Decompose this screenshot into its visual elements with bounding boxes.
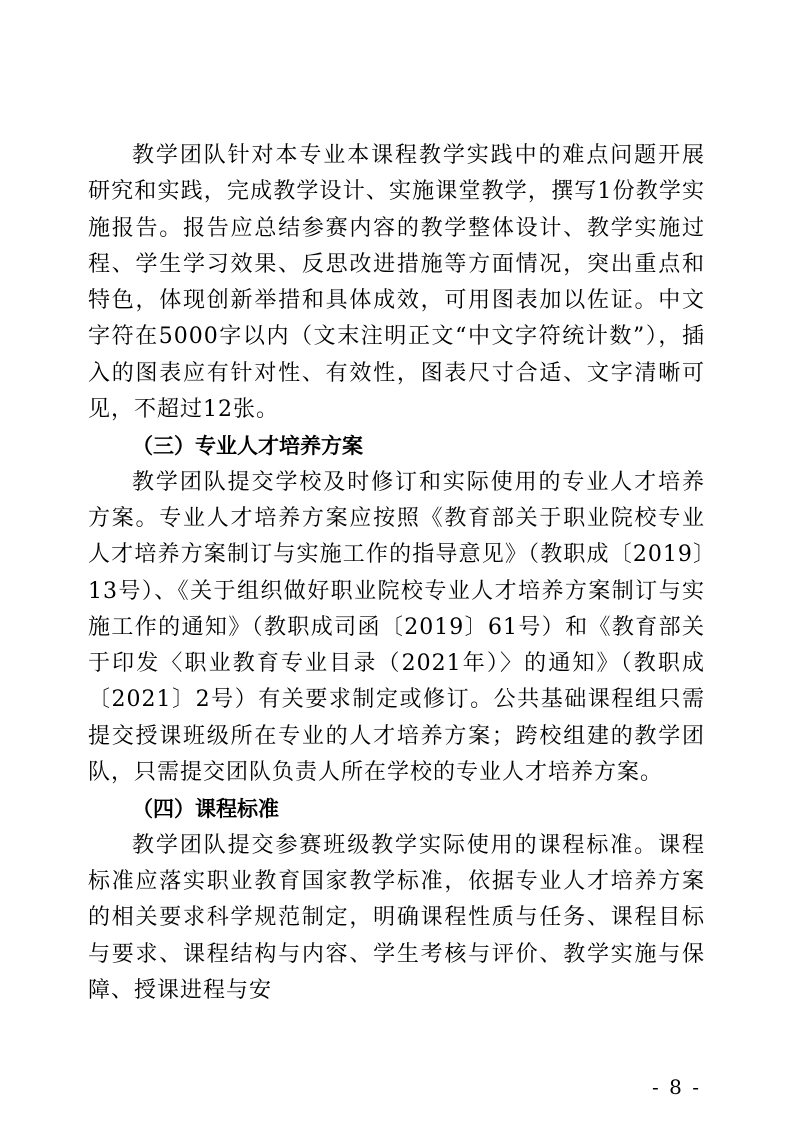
document-body [88,138,705,1009]
paragraph-teaching-report: 教学团队针对本专业本课程教学实践中的难点问题开展研究和实践，完成教学设计、实施课堂教学，撰写1份教学实施报告。报告应总结参赛内容的教学整体设计、教学实施过程、学生学习效果、反思改进措施等方面情况，突出重点和特色，体现创新举措和具体成效，可用图表加以佐证。中文字符在5000字以内（文末注明正文“中文字符统计数”），插入的图表应有针对性、有效性，图表尺寸合适、文字清晰可见，不超过12张。 [88,143,705,423]
page-number: - 8 - [652,1075,701,1099]
section-heading-course-standard: （四）课程标准 [132,797,279,822]
paragraph-course-standard: 教学团队提交参赛班级教学实际使用的课程标准。课程标准应落实职业教育国家教学标准，依据专业人才培养方案的相关要求科学规范制定，明确课程性质与任务、课程目标与要求、课程结构与内容、学生考核与评价、教学实施与保障、授课进程与安 [88,832,705,1003]
paragraph-talent-training-plan: 教学团队提交学校及时修订和实际使用的专业人才培养方案。专业人才培养方案应按照《教育部关于职业院校专业人才培养方案制订与实施工作的指导意见》（教职成〔2019〕13号）、《关于组织做好职业院校专业人才培养方案制订与实施工作的通知》（教职成司函〔2019〕61号）和《教育部关于印发〈职业教育专业目录（2021年）〉的通知》（教职成〔2021〕2号）有关要求制定或修订。公共基础课程组只需提交授课班级所在专业的人才培养方案；跨校组建的教学团队，只需提交团队负责人所在学校的专业人才培养方案。 [88,469,705,786]
section-heading-talent-training-plan: （三）专业人才培养方案 [132,434,363,459]
